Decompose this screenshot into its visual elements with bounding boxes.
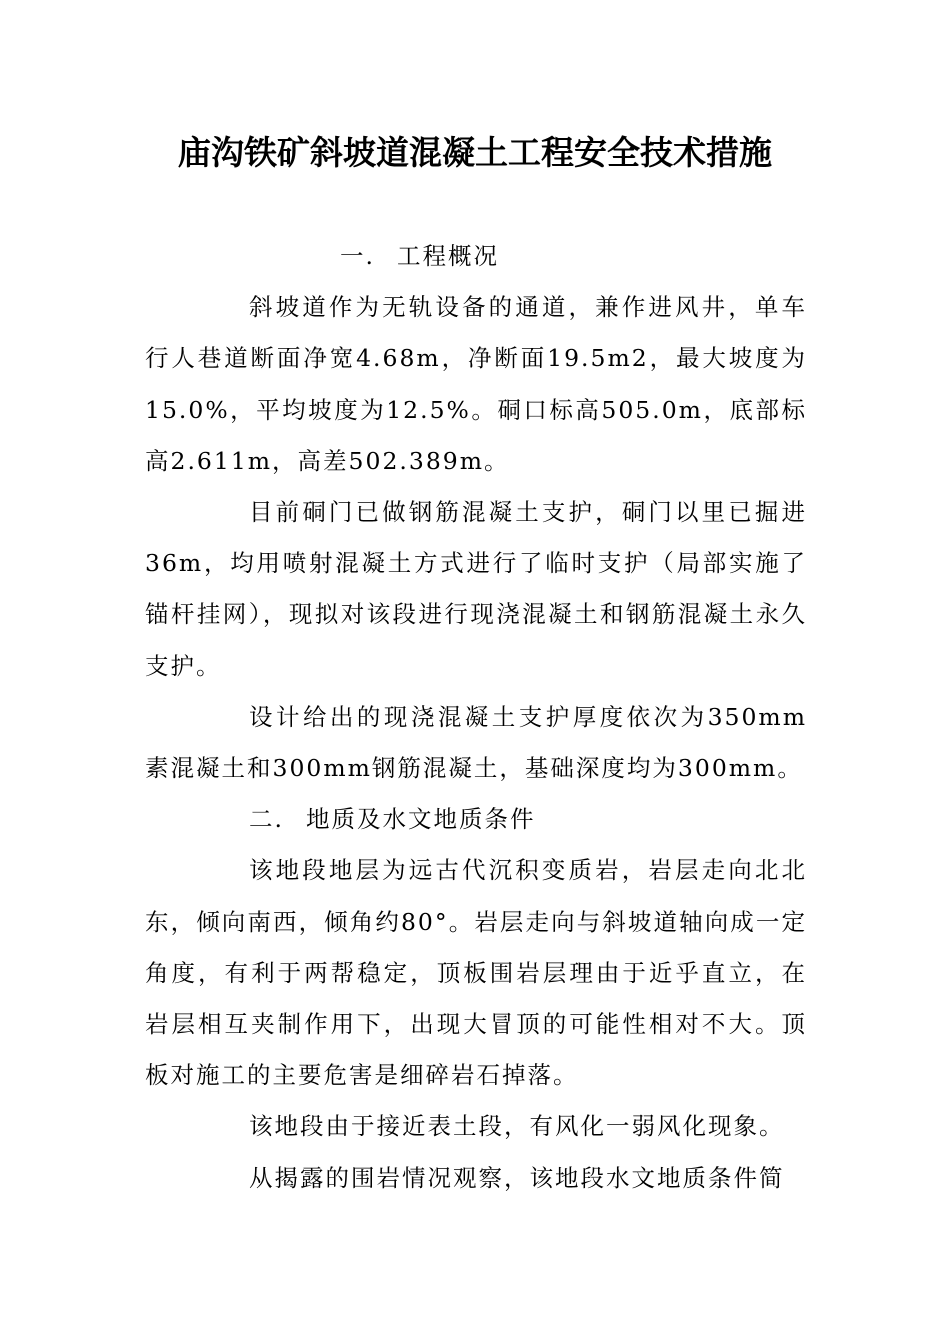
section-heading-overview (145, 231, 807, 282)
section-heading-text: 工程概况 (396, 242, 499, 270)
document-body (145, 231, 807, 1204)
paragraph-strata: 该地段地层为远古代沉积变质岩，岩层走向北北东，倾向南西，倾角约80°。岩层走向与斜坡道轴向成一定角度，有利于两帮稳定，顶板围岩层理由于近乎直立，在岩层相互夹制作用下，出现大冒顶的可能性相对不大。顶板对施工的主要危害是细碎岩石掉落。 (145, 856, 807, 1090)
paragraph-weathering: 该地段由于接近表土段，有风化一弱风化现象。 (249, 1112, 785, 1141)
paragraph-design-thickness: 设计给出的现浇混凝土支护厚度依次为350mm素混凝土和300mm钢筋混凝土，基础深度均为300mm。 (145, 702, 807, 783)
paragraph-support-status: 目前硐门已做钢筋混凝土支护，硐门以里已掘进36m，均用喷射混凝土方式进行了临时支护（局部实施了锚杆挂网），现拟对该段进行现浇混凝土和钢筋混凝土永久支护。 (145, 498, 807, 680)
paragraph-slope-road-overview: 斜坡道作为无轨设备的通道，兼作进风井，单车行人巷道断面净宽4.68m，净断面19.5m2，最大坡度为15.0%，平均坡度为12.5%。硐口标高505.0m，底部标高2.611m，高差502.389m。 (145, 293, 807, 475)
section-number: 二. (249, 805, 284, 834)
section-number: 一. (340, 242, 375, 270)
paragraph-hydrogeology: 从揭露的围岩情况观察，该地段水文地质条件简 (249, 1163, 785, 1192)
section-heading-text: 地质及水文地质条件 (305, 805, 536, 834)
document-title: 庙沟铁矿斜坡道混凝土工程安全技术措施 (178, 133, 772, 172)
section-heading-geology (145, 794, 807, 845)
